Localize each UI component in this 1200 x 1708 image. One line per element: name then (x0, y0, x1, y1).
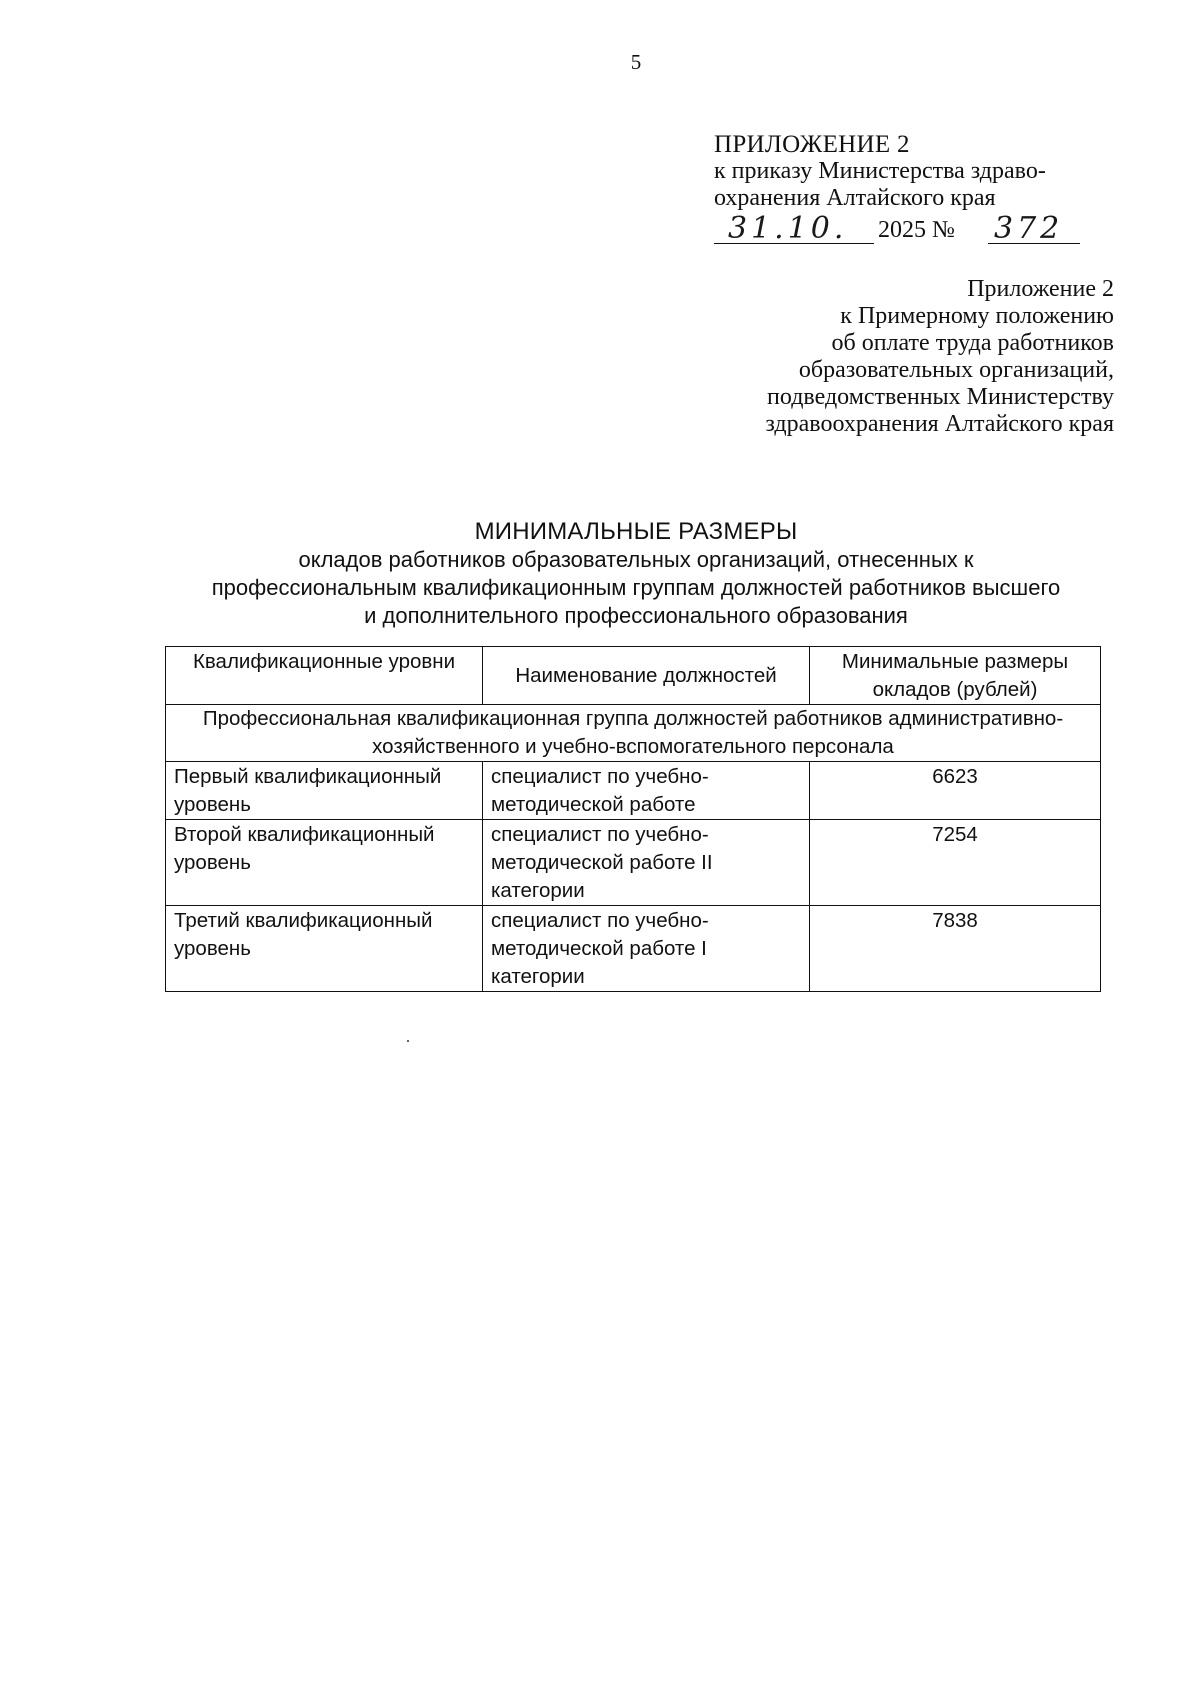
appendix-title: ПРИЛОЖЕНИЕ 2 (714, 131, 910, 158)
table-header-row (166, 647, 1101, 705)
document-title-line: и дополнительного профессионального образования (364, 603, 908, 628)
sub-appendix-line: об оплате труда работников (831, 330, 1114, 356)
sub-appendix-line: подведомственных Министерству (767, 384, 1114, 410)
appendix-line: к приказу Министерства здраво- (714, 158, 1046, 184)
document-title (166, 518, 1106, 630)
order-date-number-line (714, 211, 1134, 246)
header-position-names: Наименование должностей (483, 647, 810, 705)
table-row (166, 906, 1101, 992)
document-title-line: окладов работников образовательных организаций, отнесенных к (298, 547, 974, 572)
appendix-line: охранения Алтайского края (714, 185, 996, 211)
page-number: 5 (630, 50, 642, 74)
level-cell: Третий квалификационный уровень (166, 906, 483, 992)
sub-appendix-line: Приложение 2 (967, 276, 1114, 302)
table-row (166, 762, 1101, 820)
table-row (166, 820, 1101, 906)
sub-appendix-line: образовательных организаций, (798, 357, 1114, 383)
sub-appendix-line: к Примерному положению (840, 303, 1114, 329)
year-number-label: 2025 № (878, 217, 955, 243)
sub-appendix-line: здравоохранения Алтайского края (765, 411, 1114, 437)
table-group-row (166, 705, 1101, 762)
level-cell: Второй квалификационный уровень (166, 820, 483, 906)
sub-appendix-block (554, 276, 1114, 438)
salary-cell: 7838 (810, 906, 1101, 992)
header-qualification-levels: Квалификационные уровни (166, 647, 483, 705)
document-title-line: профессиональным квалификационным группам должностей работников высшего (211, 575, 1061, 600)
document-title-main: МИНИМАЛЬНЫЕ РАЗМЕРЫ (474, 518, 798, 545)
position-cell: специалист по учебно-методической работе II категории (483, 820, 810, 906)
group-title: Профессиональная квалификационная группа должностей работников административно-хозяйственного и учебно-вспомогательного персонала (166, 705, 1101, 762)
header-minimum-salary: Минимальные размеры окладов (рублей) (810, 647, 1101, 705)
salary-table (165, 646, 1101, 992)
position-cell: специалист по учебно-методической работе (483, 762, 810, 820)
salary-cell: 6623 (810, 762, 1101, 820)
handwritten-number: 372 (994, 211, 1064, 246)
level-cell: Первый квалификационный уровень (166, 762, 483, 820)
salary-cell: 7254 (810, 820, 1101, 906)
handwritten-date: 31.10. (728, 211, 848, 246)
stray-dot (407, 1040, 409, 1042)
position-cell: специалист по учебно-методической работе I категории (483, 906, 810, 992)
appendix-block (714, 131, 1134, 246)
